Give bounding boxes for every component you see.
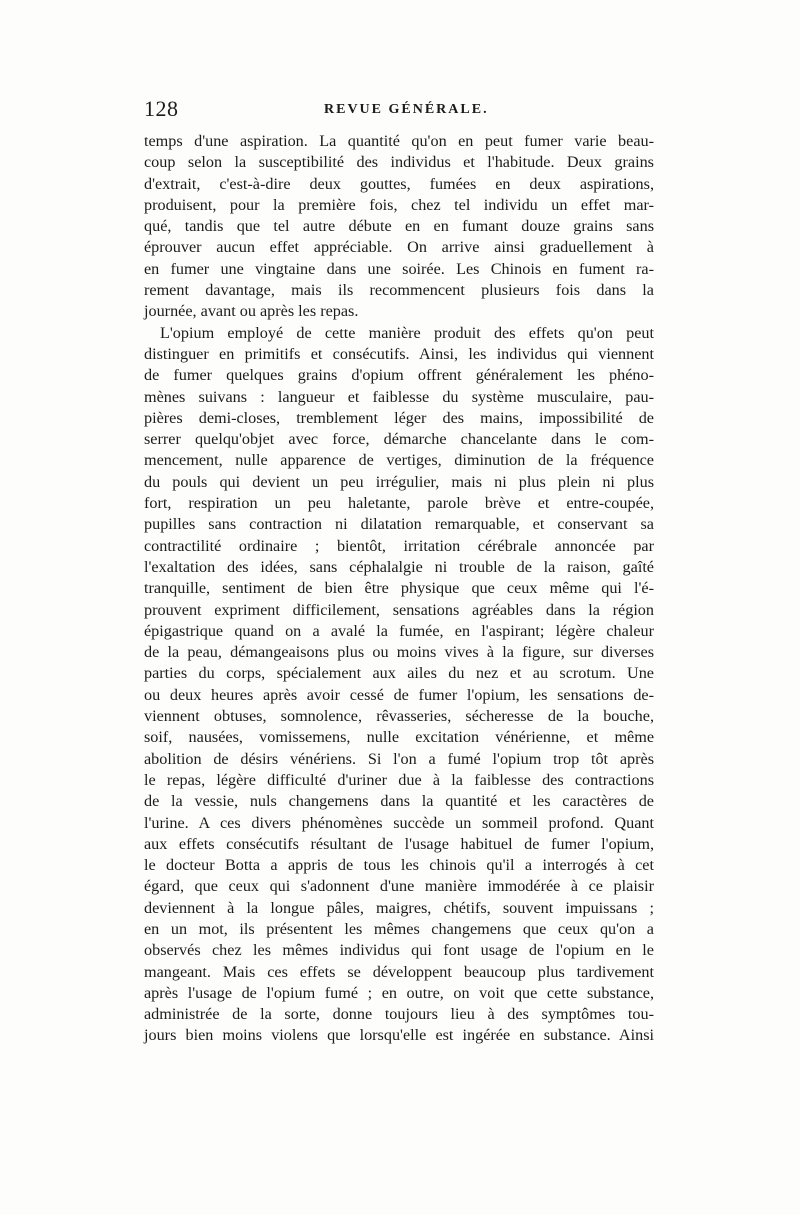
text-line: produisent, pour la première fois, chez tel individu un effet mar- [144, 195, 654, 214]
text-line: mènes suivans : langueur et faiblesse du système musculaire, pau- [144, 387, 654, 406]
text-line: viennent obtuses, somnolence, rêvasseries, sécheresse de la bouche, [144, 707, 654, 726]
text-line: d'extrait, c'est-à-dire deux gouttes, fumées en deux aspirations, [144, 174, 654, 193]
text-line: observés chez les mêmes individus qui font usage de l'opium en le [144, 941, 654, 960]
text-line: mencement, nulle apparence de vertiges, diminution de la fréquence [144, 451, 654, 470]
text-line: en un mot, ils présentent les mêmes changemens que ceux qu'on a [144, 919, 654, 938]
text-line: soif, nausées, vomissemens, nulle excitation vénérienne, et même [144, 728, 654, 747]
text-line: abolition de désirs vénériens. Si l'on a fumé l'opium trop tôt après [144, 749, 654, 768]
text-line: qué, tandis que tel autre débute en en fumant douze grains sans [144, 217, 654, 236]
text-line: ou deux heures après avoir cessé de fumer l'opium, les sensations de- [144, 685, 654, 704]
text-line: de fumer quelques grains d'opium offrent généralement les phéno- [144, 366, 654, 385]
text-line: L'opium employé de cette manière produit des effets qu'on peut [160, 323, 654, 342]
page-header [144, 96, 654, 126]
text-line: pières demi-closes, tremblement léger des mains, impossibilité de [144, 408, 654, 427]
text-line: du pouls qui devient un peu irrégulier, mais ni plus plein ni plus [144, 472, 654, 491]
text-line: mangeant. Mais ces effets se développent beaucoup plus tardivement [144, 962, 654, 981]
text-line: le docteur Botta a appris de tous les chinois qu'il a interrogés à cet [144, 856, 654, 875]
text-line: l'exaltation des idées, sans céphalalgie ni trouble de la raison, gaîté [144, 557, 654, 576]
text-line: deviennent à la longue pâles, maigres, chétifs, souvent impuissans ; [144, 898, 654, 917]
text-line: de la peau, démangeaisons plus ou moins vives à la figure, sur diverses [144, 643, 654, 662]
text-line: aux effets consécutifs résultant de l'usage habituel de fumer l'opium, [144, 834, 654, 853]
text-line: pupilles sans contraction ni dilatation remarquable, et conservant sa [144, 515, 654, 534]
text-line: temps d'une aspiration. La quantité qu'on en peut fumer varie beau- [144, 132, 654, 150]
text-line: en fumer une vingtaine dans une soirée. Les Chinois en fument ra- [144, 259, 654, 278]
text-line: l'urine. A ces divers phénomènes succède un sommeil profond. Quant [144, 813, 654, 832]
text-line: jours bien moins violens que lorsqu'elle est ingérée en substance. Ainsi [144, 1026, 654, 1045]
text-line: fort, respiration un peu haletante, parole brève et entre-coupée, [144, 494, 654, 513]
text-line: tranquille, sentiment de bien être physique que ceux même qui l'é- [144, 579, 654, 598]
text-line: prouvent expriment difficilement, sensations agréables dans la région [144, 600, 654, 619]
text-line: de la vessie, nuls changemens dans la quantité et les caractères de [144, 792, 654, 811]
text-line: distinguer en primitifs et consécutifs. Ainsi, les individus qui viennent [144, 344, 654, 363]
text-line: journée, avant ou après les repas. [144, 302, 359, 321]
running-head: REVUE GÉNÉRALE. [324, 102, 489, 117]
text-line: parties du corps, spécialement aux ailes du nez et au scrotum. Une [144, 664, 654, 683]
text-line: éprouver aucun effet appréciable. On arrive ainsi graduellement à [144, 238, 654, 257]
text-line: contractilité ordinaire ; bientôt, irritation cérébrale annoncée par [144, 536, 654, 555]
text-line: coup selon la susceptibilité des individus et l'habitude. Deux grains [144, 153, 654, 172]
body-text [144, 131, 654, 1047]
text-line: égard, que ceux qui s'adonnent d'une manière immodérée à ce plaisir [144, 877, 654, 896]
text-line: après l'usage de l'opium fumé ; en outre, on voit que cette substance, [144, 983, 654, 1002]
text-line: administrée de la sorte, donne toujours lieu à des symptômes tou- [144, 1005, 654, 1024]
text-line: le repas, légère difficulté d'uriner due à la faiblesse des contractions [144, 770, 654, 789]
text-line: épigastrique quand on a avalé la fumée, en l'aspirant; légère chaleur [144, 621, 654, 640]
text-line: rement davantage, mais ils recommencent plusieurs fois dans la [144, 281, 654, 300]
text-line: serrer quelqu'objet avec force, démarche chancelante dans le com- [144, 430, 654, 449]
page-number: 128 [144, 96, 179, 121]
